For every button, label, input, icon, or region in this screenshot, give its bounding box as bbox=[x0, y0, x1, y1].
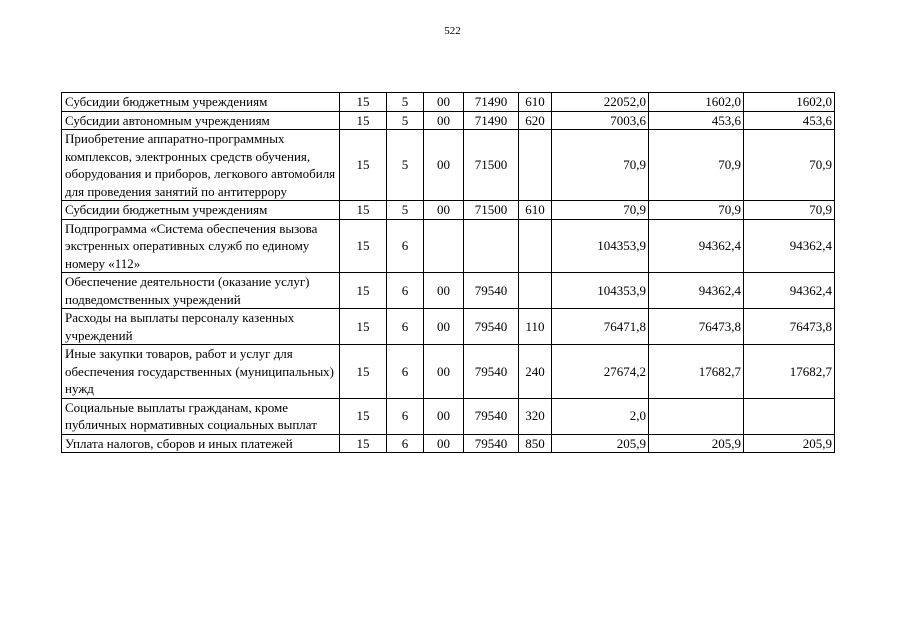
amount-3-cell: 17682,7 bbox=[744, 345, 835, 399]
table-row bbox=[62, 273, 835, 309]
group-code-cell: 00 bbox=[424, 93, 464, 112]
program-code-cell: 15 bbox=[340, 201, 387, 220]
expense-code-cell: 79540 bbox=[464, 273, 519, 309]
program-code-cell: 15 bbox=[340, 93, 387, 112]
group-code-cell: 00 bbox=[424, 398, 464, 434]
item-name-cell: Расходы на выплаты персоналу казенных учреждений bbox=[62, 309, 340, 345]
group-code-cell: 00 bbox=[424, 130, 464, 201]
program-code-cell: 15 bbox=[340, 219, 387, 273]
item-name-cell: Субсидии бюджетным учреждениям bbox=[62, 93, 340, 112]
item-name-cell: Обеспечение деятельности (оказание услуг) подведомственных учреждений bbox=[62, 273, 340, 309]
amount-2-cell: 94362,4 bbox=[649, 219, 744, 273]
item-name-cell: Приобретение аппаратно-программных комплексов, электронных средств обучения, оборудования и приборов, легкового автомобиля для проведения занятий по антитеррору bbox=[62, 130, 340, 201]
table-row bbox=[62, 93, 835, 112]
program-code-cell: 15 bbox=[340, 111, 387, 130]
page-number: 522 bbox=[444, 25, 461, 37]
amount-3-cell: 205,9 bbox=[744, 434, 835, 453]
program-code-cell: 15 bbox=[340, 434, 387, 453]
expense-type-cell: 320 bbox=[519, 398, 552, 434]
expense-type-cell: 620 bbox=[519, 111, 552, 130]
expense-code-cell: 79540 bbox=[464, 398, 519, 434]
program-code-cell: 15 bbox=[340, 273, 387, 309]
expense-type-cell: 850 bbox=[519, 434, 552, 453]
item-name-cell: Иные закупки товаров, работ и услуг для обеспечения государственных (муниципальных) нужд bbox=[62, 345, 340, 399]
program-code-cell: 15 bbox=[340, 398, 387, 434]
subprogram-code-cell: 6 bbox=[387, 345, 424, 399]
table-row bbox=[62, 309, 835, 345]
amount-1-cell: 7003,6 bbox=[552, 111, 649, 130]
expense-type-cell: 240 bbox=[519, 345, 552, 399]
amount-2-cell: 70,9 bbox=[649, 201, 744, 220]
expense-code-cell: 79540 bbox=[464, 345, 519, 399]
item-name-cell: Субсидии автономным учреждениям bbox=[62, 111, 340, 130]
subprogram-code-cell: 6 bbox=[387, 398, 424, 434]
expense-code-cell: 71500 bbox=[464, 201, 519, 220]
table-row bbox=[62, 111, 835, 130]
subprogram-code-cell: 5 bbox=[387, 93, 424, 112]
subprogram-code-cell: 6 bbox=[387, 309, 424, 345]
budget-table bbox=[61, 92, 835, 453]
amount-3-cell: 70,9 bbox=[744, 130, 835, 201]
amount-1-cell: 27674,2 bbox=[552, 345, 649, 399]
program-code-cell: 15 bbox=[340, 345, 387, 399]
table-row bbox=[62, 130, 835, 201]
subprogram-code-cell: 6 bbox=[387, 219, 424, 273]
amount-1-cell: 104353,9 bbox=[552, 219, 649, 273]
amount-2-cell bbox=[649, 398, 744, 434]
expense-type-cell: 610 bbox=[519, 93, 552, 112]
amount-2-cell: 70,9 bbox=[649, 130, 744, 201]
subprogram-code-cell: 6 bbox=[387, 434, 424, 453]
amount-1-cell: 205,9 bbox=[552, 434, 649, 453]
group-code-cell: 00 bbox=[424, 201, 464, 220]
expense-type-cell bbox=[519, 219, 552, 273]
expense-code-cell: 71490 bbox=[464, 93, 519, 112]
amount-1-cell: 104353,9 bbox=[552, 273, 649, 309]
subprogram-code-cell: 6 bbox=[387, 273, 424, 309]
group-code-cell: 00 bbox=[424, 434, 464, 453]
amount-1-cell: 70,9 bbox=[552, 130, 649, 201]
amount-2-cell: 94362,4 bbox=[649, 273, 744, 309]
expense-code-cell: 71500 bbox=[464, 130, 519, 201]
expense-type-cell: 110 bbox=[519, 309, 552, 345]
group-code-cell: 00 bbox=[424, 111, 464, 130]
table-row bbox=[62, 345, 835, 399]
budget-table-body bbox=[62, 93, 835, 453]
program-code-cell: 15 bbox=[340, 309, 387, 345]
expense-code-cell: 79540 bbox=[464, 434, 519, 453]
expense-type-cell bbox=[519, 273, 552, 309]
amount-2-cell: 453,6 bbox=[649, 111, 744, 130]
subprogram-code-cell: 5 bbox=[387, 111, 424, 130]
amount-1-cell: 22052,0 bbox=[552, 93, 649, 112]
amount-1-cell: 2,0 bbox=[552, 398, 649, 434]
amount-3-cell: 94362,4 bbox=[744, 273, 835, 309]
amount-3-cell: 70,9 bbox=[744, 201, 835, 220]
amount-3-cell: 94362,4 bbox=[744, 219, 835, 273]
expense-code-cell bbox=[464, 219, 519, 273]
amount-2-cell: 76473,8 bbox=[649, 309, 744, 345]
amount-3-cell: 76473,8 bbox=[744, 309, 835, 345]
item-name-cell: Субсидии бюджетным учреждениям bbox=[62, 201, 340, 220]
table-row bbox=[62, 434, 835, 453]
amount-1-cell: 70,9 bbox=[552, 201, 649, 220]
program-code-cell: 15 bbox=[340, 130, 387, 201]
amount-2-cell: 205,9 bbox=[649, 434, 744, 453]
amount-3-cell: 1602,0 bbox=[744, 93, 835, 112]
amount-2-cell: 1602,0 bbox=[649, 93, 744, 112]
amount-1-cell: 76471,8 bbox=[552, 309, 649, 345]
amount-2-cell: 17682,7 bbox=[649, 345, 744, 399]
item-name-cell: Уплата налогов, сборов и иных платежей bbox=[62, 434, 340, 453]
table-row bbox=[62, 219, 835, 273]
expense-type-cell: 610 bbox=[519, 201, 552, 220]
amount-3-cell bbox=[744, 398, 835, 434]
amount-3-cell: 453,6 bbox=[744, 111, 835, 130]
item-name-cell: Социальные выплаты гражданам, кроме публичных нормативных социальных выплат bbox=[62, 398, 340, 434]
subprogram-code-cell: 5 bbox=[387, 201, 424, 220]
expense-code-cell: 71490 bbox=[464, 111, 519, 130]
item-name-cell: Подпрограмма «Система обеспечения вызова экстренных оперативных служб по единому номеру «112» bbox=[62, 219, 340, 273]
subprogram-code-cell: 5 bbox=[387, 130, 424, 201]
group-code-cell: 00 bbox=[424, 309, 464, 345]
expense-type-cell bbox=[519, 130, 552, 201]
expense-code-cell: 79540 bbox=[464, 309, 519, 345]
table-row bbox=[62, 398, 835, 434]
table-row bbox=[62, 201, 835, 220]
group-code-cell: 00 bbox=[424, 345, 464, 399]
group-code-cell bbox=[424, 219, 464, 273]
group-code-cell: 00 bbox=[424, 273, 464, 309]
